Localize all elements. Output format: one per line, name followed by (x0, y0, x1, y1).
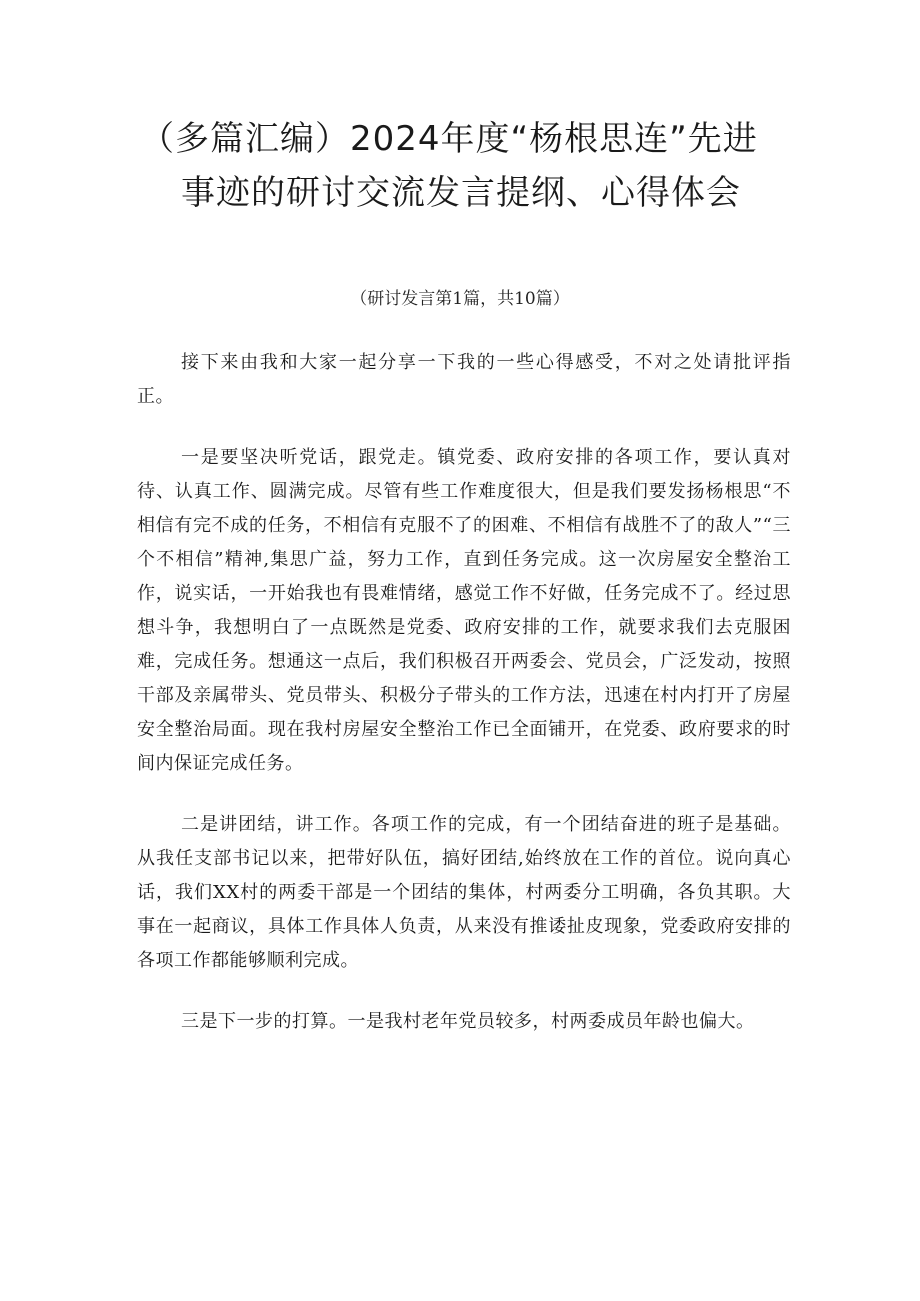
title-line-2: 事迹的研讨交流发言提纲、心得体会 (181, 173, 741, 213)
paragraph-point-two: 二是讲团结，讲工作。各项工作的完成，有一个团结奋进的班子是基础。从我任支部书记以来，把带好队伍，搞好团结,始终放在工作的首位。说向真心话，我们XX村的两委干部是一个团结的集体，村两委分工明确，各负其职。大事在一起商议，具体工作具体人负责，从来没有推诿扯皮现象，党委政府安排的各项工作都能够顺利完成。 (137, 814, 791, 971)
paragraph-intro: 接下来由我和大家一起分享一下我的一些心得感受，不对之处请批评指正。 (137, 352, 791, 407)
document-subtitle: （研讨发言第1篇，共10篇） (350, 289, 570, 309)
paragraph-point-one: 一是要坚决听党话，跟党走。镇党委、政府安排的各项工作，要认真对待、认真工作、圆满完成。尽管有些工作难度很大，但是我们要发扬杨根思“不相信有完不成的任务，不相信有克服不了的困难、不相信有战胜不了的敌人”“三个不相信”精神,集思广益，努力工作，直到任务完成。这一次房屋安全整治工作，说实话，一开始我也有畏难情绪，感觉工作不好做，任务完成不了。经过思想斗争，我想明白了一点既然是党委、政府安排的工作，就要求我们去克服困难，完成任务。想通这一点后，我们积极召开两委会、党员会，广泛发动，按照干部及亲属带头、党员带头、积极分子带头的工作方法，迅速在村内打开了房屋安全整治局面。现在我村房屋安全整治工作已全面铺开，在党委、政府要求的时间内保证完成任务。 (137, 447, 791, 774)
paragraph-point-three: 三是下一步的打算。一是我村老年党员较多，村两委成员年龄也偏大。 (181, 1011, 755, 1032)
title-line-1: （多篇汇编）2024年度“杨根思连”先进 (140, 119, 758, 159)
document-title (140, 112, 790, 220)
document-body (137, 346, 791, 1066)
